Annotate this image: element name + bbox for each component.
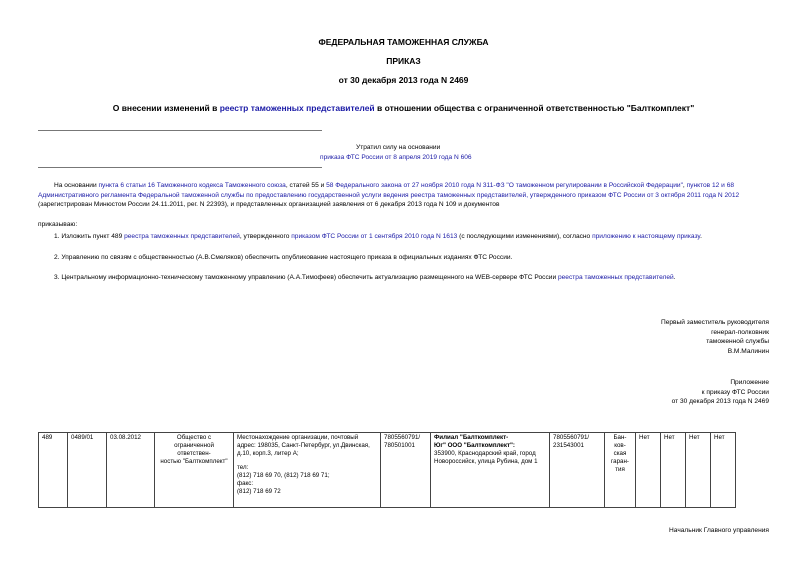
cell-organization xyxy=(155,433,234,508)
item-1-registry-link[interactable]: реестра таможенных представителей xyxy=(124,233,240,240)
cell-flag-1: Нет xyxy=(636,433,661,508)
item-1-appendix-link[interactable]: приложению к настоящему приказу xyxy=(592,233,701,240)
cell-inn-kpp xyxy=(381,433,431,508)
item-1-text-c: , утвержденного xyxy=(239,233,292,240)
item-1-order-link[interactable]: приказом ФТС России от 1 сентября 2010 года N 1613 xyxy=(291,233,458,240)
cell-reg-number: 0489/01 xyxy=(68,433,107,508)
item-2: 2. Управлению по связям с общественностью (А.В.Смеляков) обеспечить опубликование настоящего приказа в официальных изданиях ФТС России. xyxy=(54,254,513,261)
fax-label: факс: xyxy=(237,480,254,487)
customs-code-link[interactable]: пункта 6 статьи 16 Таможенного кодекса Таможенного союза xyxy=(98,182,286,189)
title-registry-link[interactable]: реестр таможенных представителей xyxy=(219,103,375,113)
cell-date: 03.08.2012 xyxy=(107,433,155,508)
address-line-2: адрес: 198035, Санкт-Петербург, ул.Двинская, xyxy=(237,442,370,449)
signature-line-1: Первый заместитель руководителя xyxy=(660,319,769,326)
document-title xyxy=(0,103,807,113)
title-prefix: О внесении изменений в xyxy=(112,103,220,113)
item-1-text-g: . xyxy=(700,233,702,240)
admin-regulation-link[interactable]: пунктов 12 и 68 Административного регламента Федеральной таможенной службы по предоставлению государственной услуги ведения реестра таможенных представителей, утвержденного приказом ФТС России от 3 октября 2011 года N 2012 xyxy=(38,182,740,199)
cell-flag-3: Нет xyxy=(686,433,711,508)
status-text: Утратил силу на основании xyxy=(356,144,441,151)
cell-address xyxy=(234,433,381,508)
guarantee-line-5: тия xyxy=(615,466,625,473)
item-3-registry-link[interactable]: реестра таможенных представителей xyxy=(557,274,674,281)
cell-flag-4: Нет xyxy=(711,433,736,508)
appendix-line-3: от 30 декабря 2013 года N 2469 xyxy=(671,398,769,405)
signature-block xyxy=(661,318,769,356)
divider-bottom xyxy=(38,167,322,168)
guarantee-line-3: ская xyxy=(613,450,627,457)
table-row xyxy=(39,433,736,508)
inn: 7805560791/ xyxy=(384,434,421,441)
org-line-2: ответствен- xyxy=(177,450,211,457)
kpp: 780501001 xyxy=(384,442,415,449)
item-1-text-a: 1. Изложить пункт 489 xyxy=(54,233,125,240)
divider-top xyxy=(38,130,322,131)
org-line-1: Общество с ограниченной xyxy=(174,434,214,449)
guarantee-line-2: ков- xyxy=(614,442,626,449)
federal-law-link[interactable]: 58 Федерального закона от 27 ноября 2010 года N 311-ФЗ "О таможенном регулировании в Российской Федерации" xyxy=(326,182,683,189)
preamble-text-a: На основании xyxy=(54,182,99,189)
item-3-text-a: 3. Центральному информационно-техническому таможенному управлению (А.А.Тимофеев) обеспечить актуализацию размещенного на WEB-сервере ФТС России xyxy=(54,274,558,281)
branch-line-4: Новороссийск, улица Рубина, дом 1 xyxy=(434,458,538,465)
preamble-text-g: (зарегистрирован Минюстом России 24.11.2011, рег. N 22393), и представленных организацией заявления от 6 декабря 2013 года N 109 и документов xyxy=(38,201,500,208)
item-3-text-c: . xyxy=(673,274,676,281)
document-date: от 30 декабря 2013 года N 2469 xyxy=(338,75,469,85)
preamble-text-c: , статей 55 и xyxy=(285,182,327,189)
signature-line-2: генерал-полковник xyxy=(711,328,769,336)
guarantee-line-1: Бан- xyxy=(613,434,627,441)
cell-branch xyxy=(431,433,550,508)
cell-branch-inn-kpp xyxy=(550,433,605,508)
phone-label: тел: xyxy=(237,464,249,471)
item-1-text-e: (с последующими изменениями), согласно xyxy=(457,233,593,240)
appendix-line-1: Приложение xyxy=(730,379,769,386)
cell-number: 489 xyxy=(39,433,68,508)
branch-inn: 7805560791/ xyxy=(553,434,590,441)
document-type: ПРИКАЗ xyxy=(386,56,421,66)
preamble-text-e: , xyxy=(682,182,687,189)
address-line-3: д.10, корп.3, литер А; xyxy=(237,450,299,457)
org-line-3: ностью "Балткомплект" xyxy=(160,458,228,465)
branch-line-3: 353900, Краснодарский край, город xyxy=(434,450,536,457)
registry-table xyxy=(38,432,736,508)
cell-flag-2: Нет xyxy=(661,433,686,508)
footer-text: Начальник Главного управления xyxy=(669,527,769,534)
appendix-block xyxy=(672,378,769,407)
branch-line-2: Юг" ООО "Балткомплект": xyxy=(434,442,515,449)
agency-name: ФЕДЕРАЛЬНАЯ ТАМОЖЕННАЯ СЛУЖБА xyxy=(318,37,489,47)
preamble-paragraph xyxy=(38,181,768,210)
item-3 xyxy=(54,273,774,283)
signature-line-4: В.М.Малинин xyxy=(727,347,769,355)
signature-line-3: таможенной службы xyxy=(706,338,769,345)
fax-number: (812) 718 69 72 xyxy=(237,488,281,495)
branch-kpp: 231543001 xyxy=(553,442,584,449)
branch-line-1: Филиал "Балткомплект- xyxy=(434,434,509,441)
repeal-order-link[interactable]: приказа ФТС России от 8 апреля 2019 года N 606 xyxy=(320,154,472,161)
title-suffix: в отношении общества с ограниченной ответственностью "Балткомплект" xyxy=(374,103,695,113)
address-line-1: Местонахождение организации, почтовый xyxy=(237,434,359,441)
guarantee-line-4: гаран- xyxy=(611,458,629,465)
phone-numbers: (812) 718 69 70, (812) 718 69 71; xyxy=(237,472,330,479)
cell-guarantee xyxy=(605,433,636,508)
order-word: приказываю: xyxy=(38,221,78,228)
item-1 xyxy=(54,232,774,242)
appendix-line-2: к приказу ФТС России xyxy=(701,388,769,396)
